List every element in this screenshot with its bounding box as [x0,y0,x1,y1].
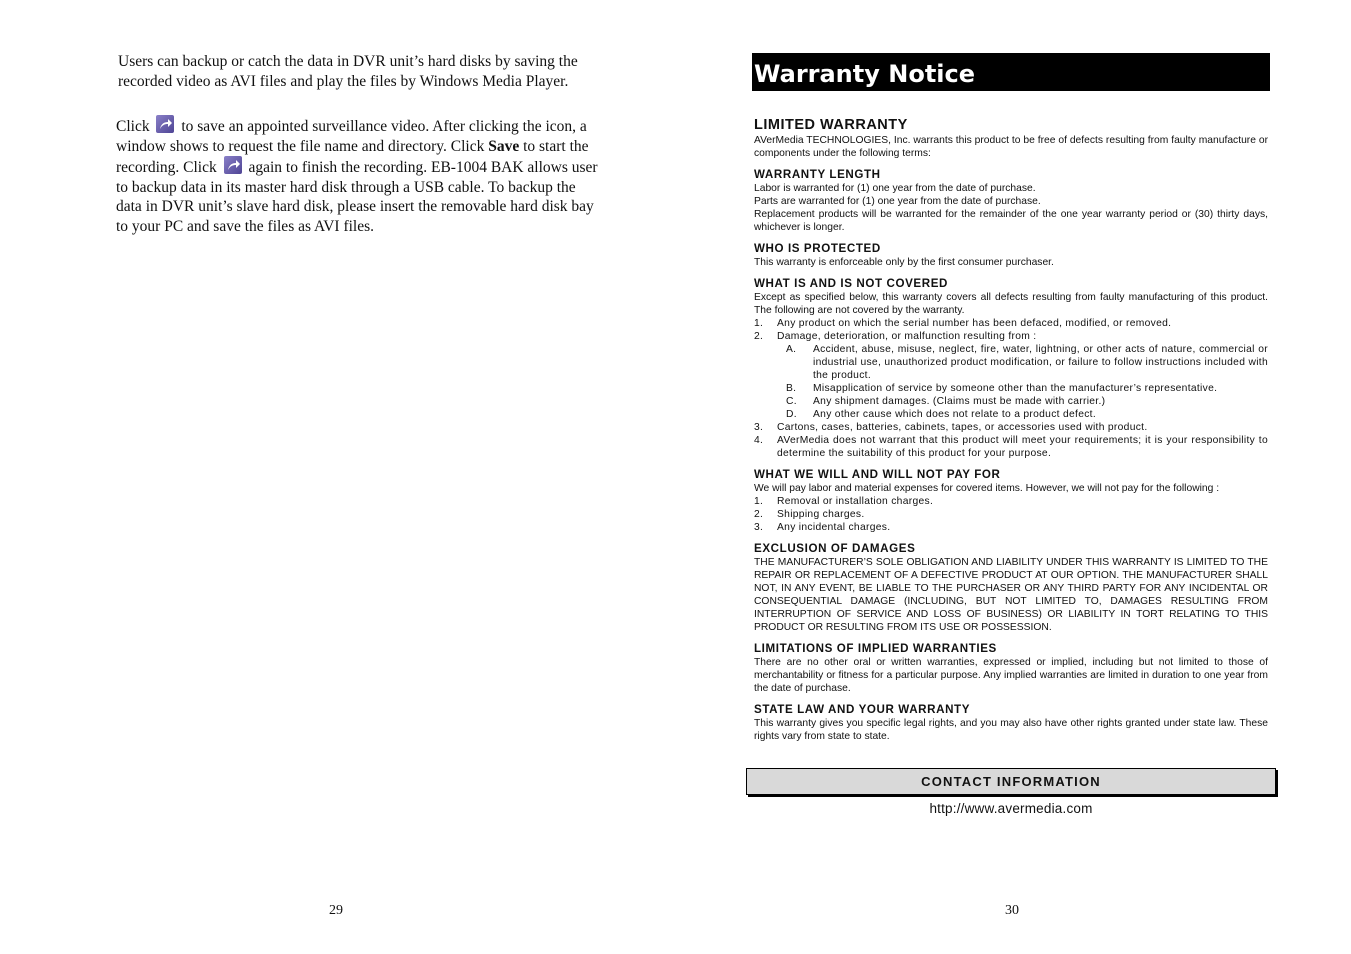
limitations-text: There are no other oral or written warranties, expressed or implied, including but not limited to those of merchantability or fitness for a particular purpose. Any implied warranties are limited in duration to one year from the date of purchase. [754,657,1268,694]
warranty-length-line: Parts are warranted for (1) one year from the date of purchase. [754,196,1041,207]
warranty-length-line: Labor is warranted for (1) one year from the date of purchase. [754,183,1036,194]
sub-list-text: Accident, abuse, misuse, neglect, fire, water, lightning, or other acts of nature, commercial or industrial use, unauthorized product modification, or failure to follow instructions included with the product. [813,344,1268,381]
list-text: AVerMedia does not warrant that this product will meet your requirements; it is your responsibility to determine the suitability of this product for your purpose. [777,435,1268,459]
list-number: 1. [754,496,764,507]
sub-list-letter: B. [786,383,797,394]
covered-text: Except as specified below, this warranty covers all defects resulting from faulty manufacturing of this product. The following are not covered by the warranty. [754,292,1268,316]
intro-paragraph: Users can backup or catch the data in DVR unit’s hard disks by saving the recorded video as AVI files and play the files by Windows Media Player. [118,53,578,90]
warranty-length-heading: WARRANTY LENGTH [754,168,881,181]
sub-list-text: Any shipment damages. (Claims must be made with carrier.) [813,396,1106,407]
sub-list-item [754,408,1268,421]
list-text: Any product on which the serial number has been defaced, modified, or removed. [777,318,1172,329]
who-is-protected-text: This warranty is enforceable only by the first consumer purchaser. [754,257,1054,268]
list-item [754,330,1268,343]
page-number-right: 30 [1005,903,1019,918]
page-title: Warranty Notice [752,53,1270,91]
list-text: Cartons, cases, batteries, cabinets, tapes, or accessories used with product. [777,422,1148,433]
backup-instructions [116,115,601,236]
save-video-icon [156,115,174,133]
list-number: 1. [754,318,764,329]
list-item [754,508,1268,521]
exclusion-text: THE MANUFACTURER’S SOLE OBLIGATION AND LIABILITY UNDER THIS WARRANTY IS LIMITED TO THE REPAIR OR REPLACEMENT OF A DEFECTIVE PRODUCT AT OUR OPTION. THE MANUFACTURER SHALL NOT, IN ANY EVENT, BE LIABLE TO THE PURCHASER OR ANY THIRD PARTY FOR ANY INCIDENTAL OR CONSEQUENTIAL DAMAGE (INCLUDING, BUT NOT LIMITED TO, DAMAGES RESULTING FROM INTERRUPTION OF SERVICE AND LOSS OF BUSINESS) OR LIABILITY IN TORT RELATING TO THIS PRODUCT OR RESULTING FROM ITS USE OR POSSESSION. [754,557,1268,633]
save-keyword: Save [488,137,520,155]
list-number: 3. [754,422,764,433]
state-law-heading: STATE LAW AND YOUR WARRANTY [754,703,971,716]
para-part-2: to save an appointed surveillance video. After clicking the icon, a window shows to request the file name and directory. Click [116,118,587,155]
list-number: 3. [754,522,764,533]
para-part-1: Click [116,118,150,135]
covered-list-continued [754,421,1268,460]
sub-list-letter: A. [786,344,797,355]
contact-information-heading: CONTACT INFORMATION [746,768,1276,795]
list-text: Removal or installation charges. [777,496,934,507]
who-is-protected-heading: WHO IS PROTECTED [754,242,881,255]
list-number: 2. [754,331,764,342]
sub-list-item [754,382,1268,395]
list-item [754,521,1268,534]
list-number: 2. [754,509,764,520]
sub-list-text: Any other cause which does not relate to a product defect. [813,409,1096,420]
sub-list-letter: C. [786,396,797,407]
limited-warranty-text: AVerMedia TECHNOLOGIES, Inc. warrants this product to be free of defects resulting from faulty manufacture or components under the following terms: [754,135,1268,159]
sub-list-text: Misapplication of service by someone other than the manufacturer’s representative. [813,383,1218,394]
save-video-icon [224,156,242,174]
limitations-heading: LIMITATIONS OF IMPLIED WARRANTIES [754,642,997,655]
para-part-4: again to finish the recording. EB-1004 BAK allows user to backup data in its master hard disk through a USB cable. To backup the data in DVR unit’s slave hard disk, please insert the removable hard disk bay to your PC and save the files as AVI files. [116,159,598,235]
sub-list-item [754,343,1268,382]
warranty-length-line: Replacement products will be warranted for the remainder of the one year warranty period or (30) thirty days, whichever is longer. [754,209,1268,233]
list-number: 4. [754,435,764,446]
list-item [754,421,1268,434]
list-item [754,317,1268,330]
covered-heading: WHAT IS AND IS NOT COVERED [754,277,949,290]
sub-list-letter: D. [786,409,797,420]
page-number-left: 29 [329,903,343,918]
exclusion-heading: EXCLUSION OF DAMAGES [754,542,916,555]
contact-url-link[interactable]: http://www.avermedia.com [929,801,1093,816]
state-law-text: This warranty gives you specific legal rights, and you may also have other rights granted under state law. These rights vary from state to state. [754,718,1268,742]
pay-for-text: We will pay labor and material expenses for covered items. However, we will not pay for the following : [754,483,1220,494]
para-part-3: to start the recording. Click [116,137,589,176]
right-page [676,0,1351,954]
covered-list [754,317,1268,343]
list-text: Any incidental charges. [777,522,891,533]
pay-for-heading: WHAT WE WILL AND WILL NOT PAY FOR [754,468,1001,481]
sub-list-item [754,395,1268,408]
limited-warranty-heading: LIMITED WARRANTY [754,117,908,133]
list-text: Shipping charges. [777,509,865,520]
list-item [754,434,1268,460]
warranty-content [754,116,1268,743]
covered-sub-list [754,343,1268,421]
list-text: Damage, deterioration, or malfunction resulting from : [777,331,1037,342]
list-item [754,495,1268,508]
pay-for-list [754,495,1268,534]
